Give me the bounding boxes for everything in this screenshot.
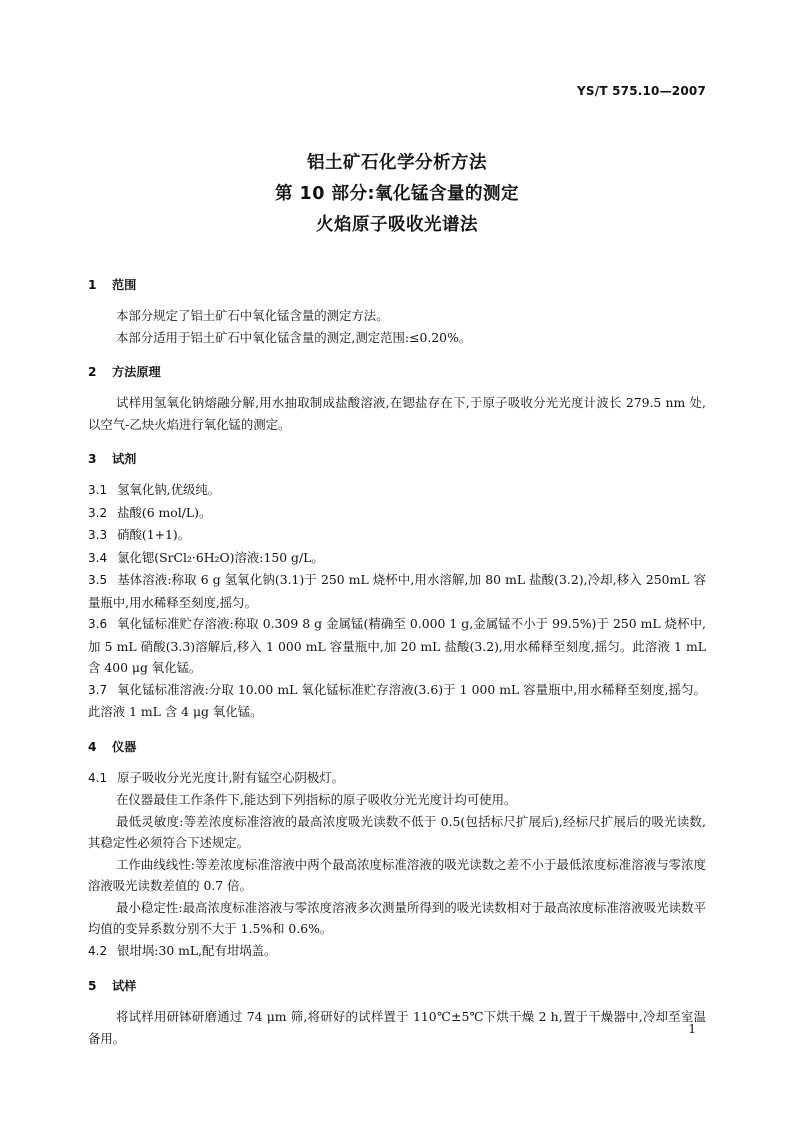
section-title: 范围 xyxy=(112,278,137,292)
section-heading-reagents xyxy=(88,449,706,469)
item-text: 氯化锶(SrCl₂·6H₂O)溶液:150 g/L。 xyxy=(117,549,324,565)
paragraph: 最小稳定性:最高浓度标准溶液与零浓度溶液多次测量所得到的吸光读数相对于最高浓度标准溶液吸光读数平均值的变异系数分别不大于 1.5%和 0.6%。 xyxy=(88,899,706,936)
section-title: 仪器 xyxy=(112,739,137,754)
section-heading-principle xyxy=(88,362,706,382)
section-heading-sample xyxy=(88,976,706,996)
list-item xyxy=(88,569,706,613)
item-number: 3.4 xyxy=(88,550,108,565)
item-text: 基体溶液:称取 6 g 氢氧化钠(3.1)于 250 mL 烧杯中,用水溶解,加 80 mL 盐酸(3.2),冷却,移入 250mL 容量瓶中,用水稀释至刻度,摇匀。 xyxy=(88,572,706,610)
paragraph: 最低灵敏度:等差浓度标准溶液的最高浓度吸光读数不低于 0.5(包括标尺扩展后),经标尺扩展后的吸光读数,其稳定性必须符合下述规定。 xyxy=(88,813,706,850)
page-number: 1 xyxy=(688,1022,696,1036)
section-number: 5 xyxy=(88,979,97,993)
item-number: 3.5 xyxy=(88,573,108,587)
item-text: 硝酸(1+1)。 xyxy=(117,527,191,542)
item-number: 4.2 xyxy=(88,943,108,958)
list-item xyxy=(88,767,706,790)
list-item xyxy=(88,547,706,570)
item-text: 氢氧化钠,优级纯。 xyxy=(117,482,221,497)
section-heading-apparatus xyxy=(88,737,706,757)
item-number: 4.1 xyxy=(88,770,108,785)
item-number: 3.6 xyxy=(88,617,108,631)
list-item xyxy=(88,479,706,502)
standard-code: YS/T 575.10—2007 xyxy=(577,84,706,98)
title-line-1: 铝土矿石化学分析方法 xyxy=(307,153,487,173)
document-title xyxy=(0,148,794,241)
item-text: 原子吸收分光光度计,附有锰空心阴极灯。 xyxy=(117,769,345,785)
list-item xyxy=(88,679,706,723)
section-number: 4 xyxy=(88,739,97,754)
section-title: 方法原理 xyxy=(112,365,161,379)
section-title: 试样 xyxy=(112,979,137,993)
paragraph: 本部分规定了铝土矿石中氧化锰含量的测定方法。 xyxy=(116,308,389,323)
item-text: 银坩埚:30 mL,配有坩埚盖。 xyxy=(117,942,277,958)
title-line-2: 第 10 部分:氧化锰含量的测定 xyxy=(274,184,520,204)
paragraph: 将试样用研钵研磨通过 74 μm 筛,将研好的试样置于 110℃±5℃下烘干燥 2 h,置于干燥器中,冷却至室温备用。 xyxy=(88,1009,706,1046)
list-item xyxy=(88,613,706,679)
item-number: 3.3 xyxy=(88,528,108,542)
section-heading-scope xyxy=(88,275,706,295)
item-number: 3.1 xyxy=(88,483,108,497)
paragraph: 试样用氢氧化钠熔融分解,用水抽取制成盐酸溶液,在锶盐存在下,于原子吸收分光光度计波长 279.5 nm 处,以空气-乙炔火焰进行氧化锰的测定。 xyxy=(88,395,706,432)
item-number: 3.7 xyxy=(88,682,108,697)
section-title: 试剂 xyxy=(112,452,137,466)
section-number: 1 xyxy=(88,278,97,292)
section-number: 3 xyxy=(88,452,97,466)
list-item xyxy=(88,940,706,963)
paragraph: 在仪器最佳工作条件下,能达到下列指标的原子吸收分光光度计均可使用。 xyxy=(116,792,517,807)
paragraph: 本部分适用于铝土矿石中氧化锰含量的测定,测定范围:≤0.20%。 xyxy=(116,329,472,345)
item-text: 氧化锰标准贮存溶液:称取 0.309 8 g 金属锰(精确至 0.000 1 g,金属锰不小于 99.5%)于 250 mL 烧杯中,加 5 mL 硝酸(3.3)溶解后,移入 1 000 mL 容量瓶中,加 20 mL 盐酸(3.2),用水稀释至刻度,摇匀。此溶液 1 mL 含 400 μg 氧化锰。 xyxy=(88,616,706,675)
paragraph: 工作曲线线性:等差浓度标准溶液中两个最高浓度标准溶液的吸光读数之差不小于最低浓度标准溶液与零浓度溶液吸光读数差值的 0.7 倍。 xyxy=(88,856,706,893)
document-body xyxy=(88,275,706,1049)
list-item xyxy=(88,502,706,525)
item-text: 氧化锰标准溶液:分取 10.00 mL 氧化锰标准贮存溶液(3.6)于 1 000 mL 容量瓶中,用水稀释至刻度,摇匀。此溶液 1 mL 含 4 μg 氧化锰。 xyxy=(88,681,706,719)
item-text: 盐酸(6 mol/L)。 xyxy=(117,504,212,520)
title-line-3: 火焰原子吸收光谱法 xyxy=(316,215,478,235)
list-item xyxy=(88,524,706,547)
item-number: 3.2 xyxy=(88,505,108,520)
section-number: 2 xyxy=(88,365,97,379)
